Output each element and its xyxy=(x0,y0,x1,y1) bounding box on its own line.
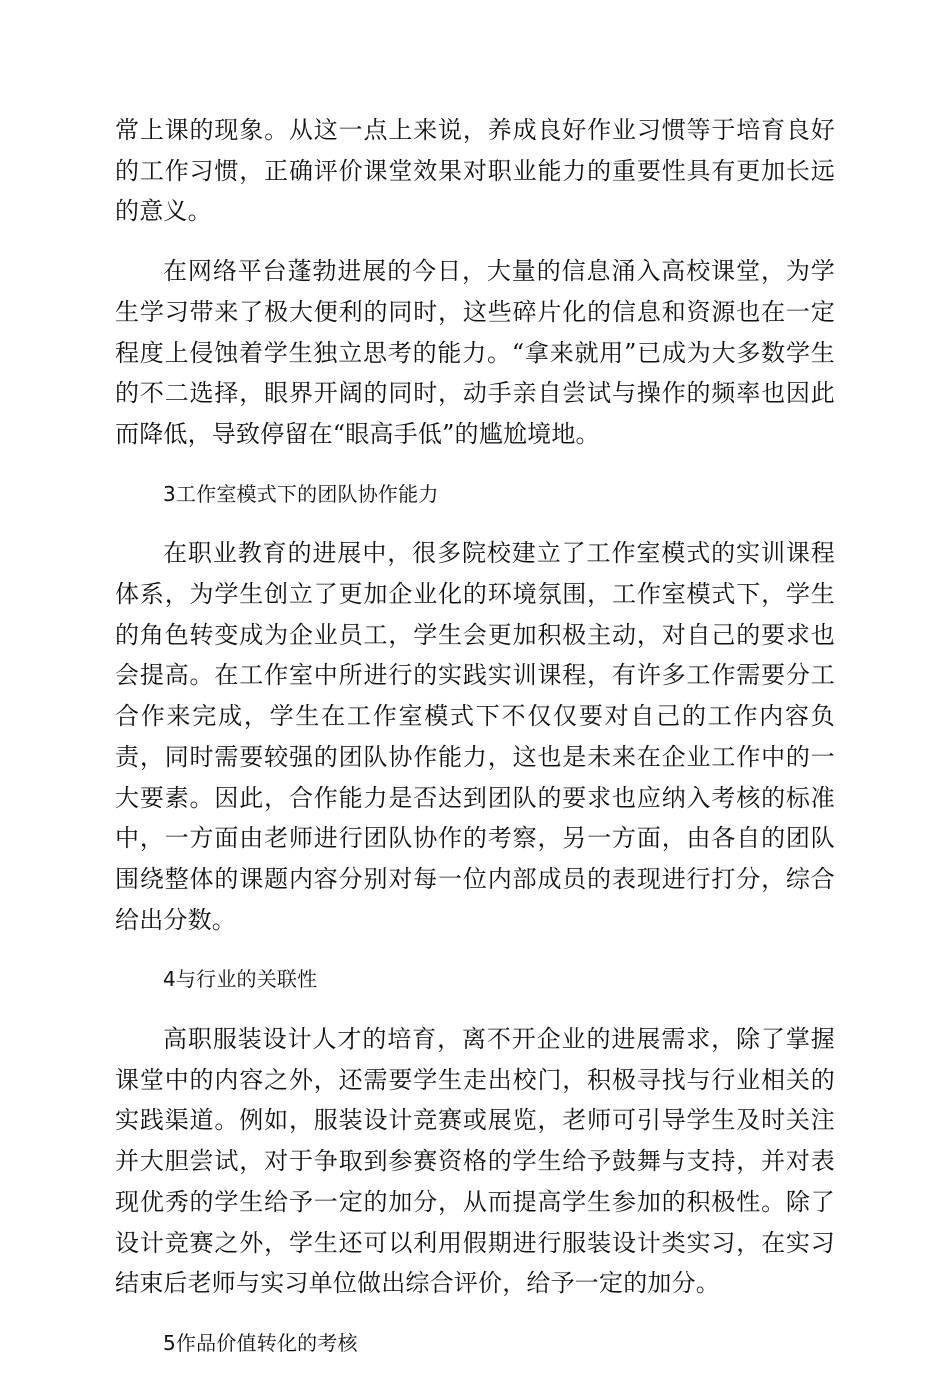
section-heading-4: 4与行业的关联性 xyxy=(163,967,318,992)
section-heading-5: 5作品价值转化的考核 xyxy=(163,1330,358,1355)
document-page xyxy=(115,110,835,1383)
paragraph-network-platform: 在网络平台蓬勃进展的今日，大量的信息涌入高校课堂，为学生学习带来了极大便利的同时，这些碎片化的信息和资源也在一定程度上侵蚀着学生独立思考的能力。“拿来就用”已成为大多数学生的不二选择，眼界开阔的同时，动手亲自尝试与操作的频率也因此而降低，导致停留在“眼高手低”的尴尬境地。 xyxy=(115,257,835,448)
section-heading-3: 3工作室模式下的团队协作能力 xyxy=(163,481,439,506)
paragraph-industry-relevance: 高职服装设计人才的培育，离不开企业的进展需求，除了掌握课堂中的内容之外，还需要学生走出校门，积极寻找与行业相关的实践渠道。例如，服装设计竞赛或展览，老师可引导学生及时关注并大胆尝试，对于争取到参赛资格的学生给予鼓舞与支持，并对表现优秀的学生给予一定的加分，从而提高学生参加的积极性。除了设计竞赛之外，学生还可以利用假期进行服装设计类实习，在实习结束后老师与实习单位做出综合评价，给予一定的加分。 xyxy=(115,1025,835,1298)
paragraph-studio-mode: 在职业教育的进展中，很多院校建立了工作室模式的实训课程体系，为学生创立了更加企业化的环境氛围，工作室模式下，学生的角色转变成为企业员工，学生会更加积极主动，对自己的要求也会提高。在工作室中所进行的实践实训课程，有许多工作需要分工合作来完成，学生在工作室模式下不仅仅要对自己的工作内容负责，同时需要较强的团队协作能力，这也是未来在企业工作中的一大要素。因此，合作能力是否达到团队的要求也应纳入考核的标准中，一方面由老师进行团队协作的考察，另一方面，由各自的团队围绕整体的课题内容分别对每一位内部成员的表现进行打分，综合给出分数。 xyxy=(115,539,835,934)
paragraph-continuation: 常上课的现象。从这一点上来说，养成良好作业习惯等于培育良好的工作习惯，正确评价课堂效果对职业能力的重要性具有更加长远的意义。 xyxy=(115,116,835,226)
